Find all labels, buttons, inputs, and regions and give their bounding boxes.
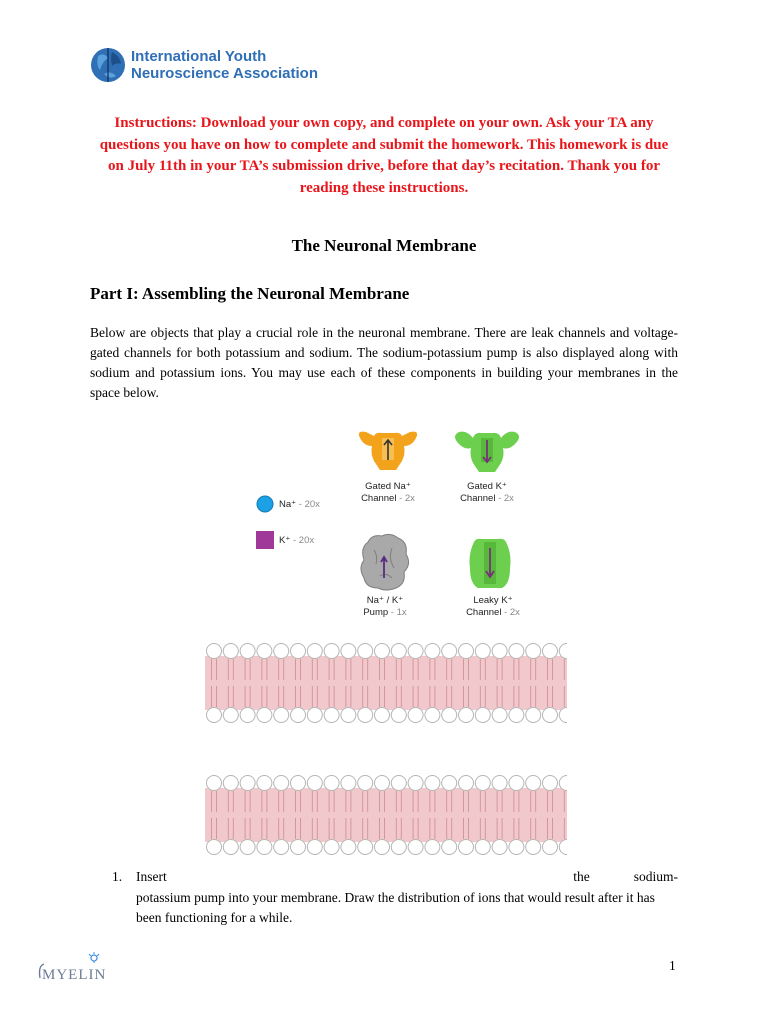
- phospholipid-head: [425, 840, 440, 855]
- phospholipid-head: [442, 644, 457, 659]
- phospholipid-head: [223, 776, 238, 791]
- phospholipid-head: [240, 776, 255, 791]
- phospholipid-head: [341, 644, 356, 659]
- legend-k-qty: - 20x: [290, 535, 315, 546]
- phospholipid-head: [375, 840, 390, 855]
- gated-na-line1: Gated Na⁺: [365, 481, 411, 492]
- org-name: [131, 48, 318, 82]
- na-k-pump-icon: [358, 532, 412, 592]
- phospholipid-head: [358, 644, 373, 659]
- phospholipid-head: [459, 776, 474, 791]
- phospholipid-head: [240, 840, 255, 855]
- question-word-the: the: [573, 869, 590, 884]
- brain-globe-icon: [90, 44, 130, 86]
- phospholipid-head: [442, 708, 457, 723]
- phospholipid-head: [492, 708, 507, 723]
- lipid-bilayer-1: [205, 642, 567, 724]
- page-number: 1: [669, 958, 676, 973]
- phospholipid-head: [375, 644, 390, 659]
- legend-na-label: Na⁺: [279, 499, 297, 510]
- question-first-line: [136, 867, 678, 888]
- question-text: potassium pump into your membrane. Draw the distribution of ions that would result after it has been functioning for a while.: [136, 889, 655, 925]
- phospholipid-head: [509, 776, 524, 791]
- lipid-bilayer-2: [205, 774, 567, 856]
- gated-k-channel-icon: [451, 430, 523, 474]
- phospholipid-head: [207, 776, 222, 791]
- phospholipid-head: [207, 840, 222, 855]
- phospholipid-head: [341, 708, 356, 723]
- phospholipid-head: [307, 708, 322, 723]
- phospholipid-head: [442, 840, 457, 855]
- phospholipid-head: [207, 708, 222, 723]
- phospholipid-head: [492, 776, 507, 791]
- phospholipid-head: [475, 776, 490, 791]
- phospholipid-head: [291, 708, 306, 723]
- phospholipid-head: [475, 708, 490, 723]
- question-word-insert: Insert: [136, 869, 167, 884]
- phospholipid-head: [375, 776, 390, 791]
- phospholipid-head: [257, 644, 272, 659]
- pump-qty: - 1x: [388, 607, 407, 618]
- phospholipid-head: [408, 708, 423, 723]
- phospholipid-head: [358, 776, 373, 791]
- phospholipid-head: [543, 644, 558, 659]
- part-heading: Part I: Assembling the Neuronal Membrane: [90, 284, 410, 303]
- phospholipid-head: [324, 776, 339, 791]
- phospholipid-head: [324, 644, 339, 659]
- gated-na-line2: Channel: [361, 493, 397, 504]
- membrane-core: [205, 788, 567, 842]
- phospholipid-head: [257, 776, 272, 791]
- phospholipid-head: [358, 840, 373, 855]
- gated-k-line2: Channel: [460, 493, 496, 504]
- leaky-k-qty: - 2x: [501, 607, 520, 618]
- leaky-k-label: [448, 595, 538, 619]
- potassium-ion-icon: [256, 531, 276, 551]
- phospholipid-head: [459, 644, 474, 659]
- phospholipid-head: [240, 708, 255, 723]
- phospholipid-head: [391, 644, 406, 659]
- phospholipid-head: [492, 840, 507, 855]
- document-title: The Neuronal Membrane: [291, 236, 477, 255]
- phospholipid-head: [291, 840, 306, 855]
- phospholipid-head: [240, 644, 255, 659]
- phospholipid-head: [257, 840, 272, 855]
- phospholipid-head: [509, 644, 524, 659]
- phospholipid-head: [341, 776, 356, 791]
- phospholipid-head: [526, 708, 541, 723]
- phospholipid-head: [459, 708, 474, 723]
- gated-na-qty: - 2x: [396, 493, 415, 504]
- phospholipid-head: [492, 644, 507, 659]
- org-name-line1: International Youth: [131, 48, 267, 65]
- phospholipid-head: [274, 776, 289, 791]
- membrane-core: [205, 656, 567, 710]
- gated-na-channel-icon: [354, 430, 422, 474]
- org-name-line2: Neuroscience Association: [131, 65, 319, 82]
- phospholipid-head: [341, 840, 356, 855]
- legend-k: [279, 535, 314, 547]
- phospholipid-head: [408, 840, 423, 855]
- phospholipid-head: [543, 840, 558, 855]
- leaky-k-channel-icon: [468, 538, 512, 590]
- gated-na-label: [343, 481, 433, 505]
- phospholipid-head: [223, 840, 238, 855]
- phospholipid-head: [526, 776, 541, 791]
- phospholipid-head: [475, 644, 490, 659]
- phospholipid-head: [291, 644, 306, 659]
- question-word-sodium: sodium-: [633, 869, 678, 884]
- phospholipid-head: [307, 776, 322, 791]
- phospholipid-head: [459, 840, 474, 855]
- legend-na: [279, 499, 320, 511]
- phospholipid-head: [274, 708, 289, 723]
- phospholipid-head: [375, 708, 390, 723]
- gated-k-line1: Gated K⁺: [467, 481, 507, 492]
- question-number: 1.: [112, 869, 123, 884]
- legend-k-label: K⁺: [279, 535, 291, 546]
- phospholipid-head: [475, 840, 490, 855]
- myelin-logo: [36, 952, 116, 988]
- phospholipid-head: [408, 776, 423, 791]
- gated-k-qty: - 2x: [495, 493, 514, 504]
- phospholipid-head: [442, 776, 457, 791]
- phospholipid-head: [408, 644, 423, 659]
- phospholipid-head: [274, 644, 289, 659]
- phospholipid-head: [509, 840, 524, 855]
- instructions-text: Instructions: Download your own copy, and complete on your own. Ask your TA any questions you have on how to complete and submit the homework. This homework is due on July 11th in your TA’s submission drive, before that day’s recitation. Thank you for reading these instructions.: [99, 115, 669, 196]
- phospholipid-head: [526, 840, 541, 855]
- phospholipid-head: [543, 708, 558, 723]
- sodium-ion-icon: [256, 495, 276, 515]
- phospholipid-head: [358, 708, 373, 723]
- phospholipid-head: [324, 840, 339, 855]
- phospholipid-head: [307, 840, 322, 855]
- phospholipid-head: [223, 708, 238, 723]
- intro-paragraph: Below are objects that play a crucial role in the neuronal membrane. There are leak channels and voltage-gated channels for both potassium and sodium. The sodium-potassium pump is also displayed along with sodium and potassium ions. You may use each of these components in building your membranes in the space below.: [90, 325, 678, 400]
- phospholipid-head: [509, 708, 524, 723]
- phospholipid-head: [425, 644, 440, 659]
- phospholipid-head: [257, 708, 272, 723]
- phospholipid-head: [307, 644, 322, 659]
- pump-label: [340, 595, 430, 619]
- phospholipid-head: [391, 840, 406, 855]
- phospholipid-head: [291, 776, 306, 791]
- pump-line1: Na⁺ / K⁺: [366, 595, 404, 606]
- myelin-brand-text: MYELIN: [42, 967, 107, 983]
- phospholipid-head: [274, 840, 289, 855]
- gated-k-label: [442, 481, 532, 505]
- phospholipid-head: [425, 708, 440, 723]
- phospholipid-head: [526, 644, 541, 659]
- leaky-k-line1: Leaky K⁺: [473, 595, 513, 606]
- phospholipid-head: [391, 708, 406, 723]
- leaky-k-line2: Channel: [466, 607, 502, 618]
- phospholipid-head: [425, 776, 440, 791]
- phospholipid-head: [324, 708, 339, 723]
- legend-na-qty: - 20x: [296, 499, 320, 510]
- phospholipid-head: [207, 644, 222, 659]
- phospholipid-head: [391, 776, 406, 791]
- pump-line2: Pump: [363, 607, 389, 618]
- phospholipid-head: [223, 644, 238, 659]
- phospholipid-head: [543, 776, 558, 791]
